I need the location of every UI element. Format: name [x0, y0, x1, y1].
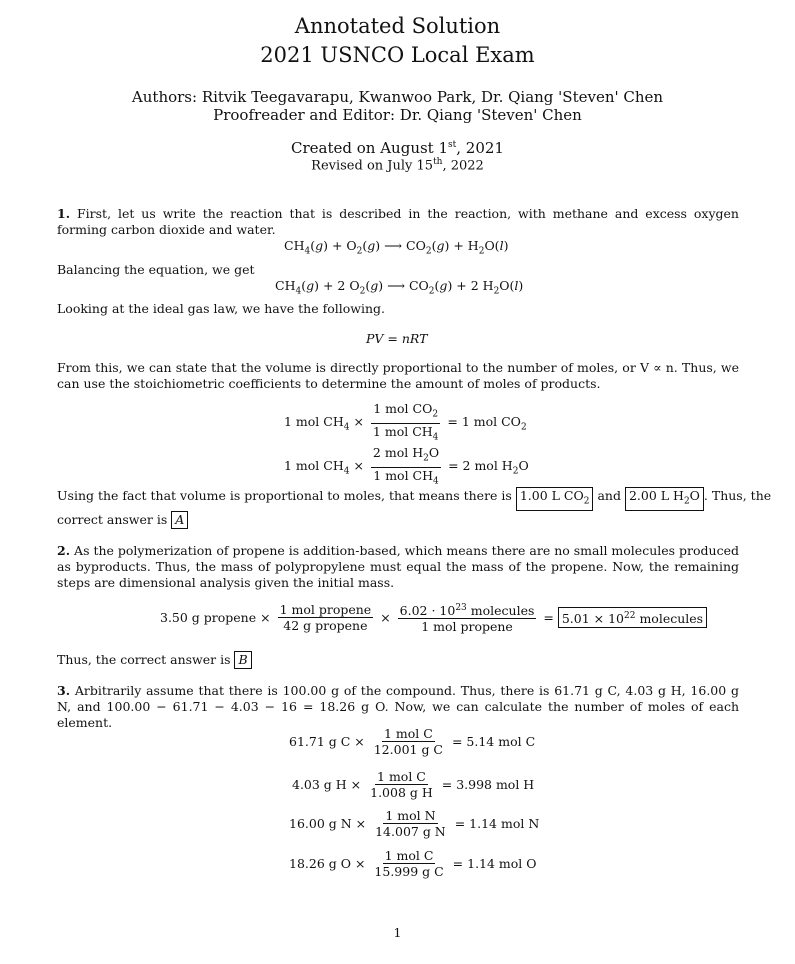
q2-calc [160, 601, 707, 634]
q3-calc-lhs: 16.00 g N × [289, 816, 367, 831]
q1-balancing-text: Balancing the equation, we get [57, 262, 255, 277]
q1-ideal-gas-eq: PV = nRT [366, 331, 428, 346]
q1-and: and [597, 488, 621, 503]
q3-text-block [57, 683, 739, 731]
created-date: Created on August 1st, 2021 [291, 139, 504, 157]
q3-calc-nitrogen [289, 808, 539, 839]
q3-calc-lhs: 61.71 g C × [289, 734, 365, 749]
q2-answer-line [57, 651, 252, 669]
q3-calc-num: 1 mol C [384, 848, 434, 863]
revised-date: Revised on July 15th, 2022 [311, 157, 484, 174]
q3-calc-den: 15.999 g C [374, 864, 444, 879]
q2-eq: = [543, 610, 554, 626]
q1-box-co2: 1.00 L $CO_2$ [516, 487, 594, 511]
q3-calc-carbon [289, 726, 535, 757]
q3-calc-num: 1 mol C [377, 769, 426, 784]
q1-reaction-balanced: $CH_4(g) + 2$ $O_2(g)$ ⟶ $CO_2(g) + 2$ $H_2O(l)$ [275, 278, 524, 297]
q3-calc-num: 1 mol N [385, 808, 436, 823]
q2-frac1-den: 42 g propene [283, 618, 368, 634]
q1-conclusion [57, 487, 771, 511]
q2-text: As the polymerization of propene is addition-based, which means there are no small molecules produced as byproducts. Thus, the mass of polypropylene must equal the mass of the propene. Now, the remaining steps are dimensional analysis given the initial mass. [57, 543, 739, 590]
q2-frac2-num: $6.02 \cdot 10^{23}$ molecules [399, 603, 535, 619]
q2-text-block [57, 543, 739, 591]
q2-answer-text: Thus, the correct answer is [57, 652, 231, 667]
q1-calc-co2: 1 mol $CH_4$ × $\frac{1 mol CO_2}{1 mol CH_4}$ = 1 mol $CO_2$ [284, 401, 527, 442]
q1-ideal-gas-text: Looking at the ideal gas law, we have the following. [57, 301, 385, 316]
q3-calc-rhs: = 5.14 mol C [451, 734, 536, 749]
q3-calc-rhs: = 1.14 mol N [454, 816, 540, 831]
q3-calc-den: 1.008 g H [370, 785, 433, 800]
q1-calc-h2o: 1 mol $CH_4$ × $\frac{2 mol H_2O}{1 mol CH_4}$ = 2 mol $H_2O$ [284, 445, 529, 486]
q1-proportional-text: From this, we can state that the volume is directly proportional to the number of moles, or V ∝ n. Thus, we can use the stoichiometric coefficients to determine the amount of moles of products. [57, 360, 739, 391]
doc-title: Annotated Solution [294, 14, 501, 38]
q1-answer-line [57, 511, 188, 529]
q1-intro-text: First, let us write the reaction that is described in the reaction, with methane and excess oxygen forming carbon dioxide and water. [57, 206, 739, 237]
q1-box-h2o: 2.00 L $H_2O$ [625, 487, 704, 511]
q3-calc-den: 14.007 g N [375, 824, 446, 839]
q3-calc-oxygen [289, 848, 537, 879]
doc-subtitle: 2021 USNCO Local Exam [260, 43, 535, 67]
q3-calc-num: 1 mol C [383, 726, 433, 741]
authors-line: Authors: Ritvik Teegavarapu, Kwanwoo Park, Dr. Qiang 'Steven' Chen [131, 88, 664, 106]
q2-frac1-num: 1 mol propene [279, 602, 372, 618]
q1-intro [57, 206, 739, 238]
q2-result-box: $5.01 \times 10^{22}$ molecules [558, 607, 707, 628]
q2-answer-box: B [234, 651, 251, 669]
q3-calc-rhs: = 3.998 mol H [441, 777, 535, 792]
q3-calc-lhs: 4.03 g H × [292, 777, 362, 792]
q3-calc-lhs: 18.26 g O × [289, 856, 366, 871]
q2-number: 2. [57, 543, 71, 558]
page-number: 1 [393, 925, 402, 940]
q3-calc-hydrogen [292, 769, 534, 800]
q1-reaction-unbalanced: $CH_4(g) + O_2(g)$ ⟶ $CO_2(g) + H_2O(l)$ [284, 238, 509, 257]
q1-answer-box: A [171, 511, 188, 529]
q3-text: Arbitrarily assume that there is 100.00 g of the compound. Thus, there is 61.71 g C, 4.03 g H, 16.00 g N, and 100.00 − 61.71 − 4.03 − 16 = 18.26 g O. Now, we can calculate the number of moles of each element. [57, 683, 739, 730]
q3-calc-rhs: = 1.14 mol O [452, 856, 537, 871]
q2-calc-lhs: 3.50 g propene × [160, 610, 271, 626]
q2-frac2-den: 1 mol propene [421, 619, 513, 635]
q2-times: × [380, 610, 391, 626]
editor-line: Proofreader and Editor: Dr. Qiang 'Steven' Chen [213, 106, 582, 124]
q1-answer-text: correct answer is [57, 512, 168, 527]
q3-calc-den: 12.001 g C [373, 742, 443, 757]
q1-conclusion-pre: Using the fact that volume is proportional to moles, that means there is [57, 488, 512, 503]
q1-number: 1. [57, 206, 71, 221]
q3-number: 3. [57, 683, 71, 698]
q1-conclusion-post: . Thus, the [703, 488, 772, 503]
